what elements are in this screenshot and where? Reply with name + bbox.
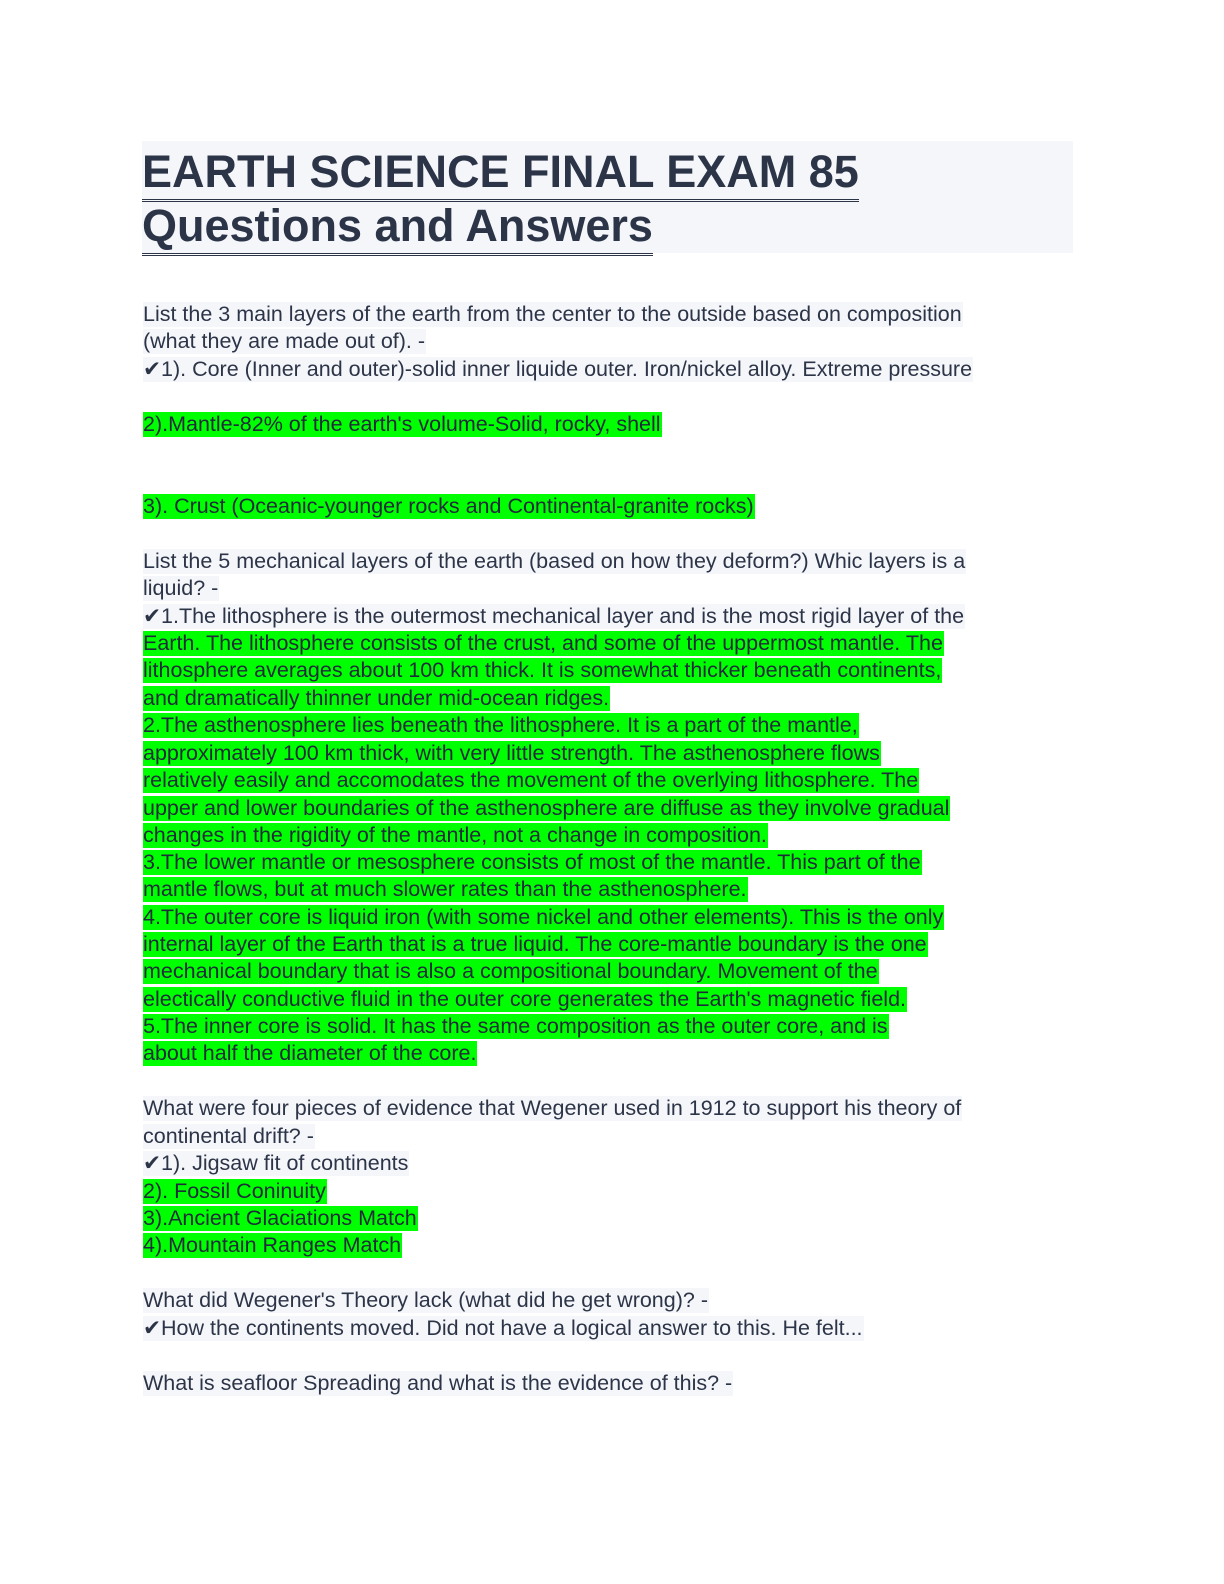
title-line-2: Questions and Answers — [142, 199, 653, 256]
answer-2-line-8: upper and lower boundaries of the asthenosphere are diffuse as they involve gradual — [143, 796, 950, 820]
answer-2-line-16: 5.The inner core is solid. It has the same composition as the outer core, and is — [143, 1014, 888, 1038]
answer-2-line-15: electically conductive fluid in the outer core generates the Earth's magnetic field. — [143, 987, 906, 1011]
document-title — [142, 141, 1073, 253]
answer-2-line-2: Earth. The lithosphere consists of the crust, and some of the uppermost mantle. The — [143, 631, 943, 655]
answer-2-line-7: relatively easily and accomodates the movement of the overlying lithosphere. The — [143, 768, 919, 792]
question-1-line-2: (what they are made out of). - — [143, 329, 426, 353]
answer-3-line-3: 3).Ancient Glaciations Match — [143, 1206, 417, 1230]
answer-2-line-9: changes in the rigidity of the mantle, not a change in composition. — [143, 823, 767, 847]
answer-2-line-14: mechanical boundary that is also a compositional boundary. Movement of the — [143, 959, 878, 983]
answer-1-line-3: 3). Crust (Oceanic-younger rocks and Continental-granite rocks) — [143, 494, 754, 518]
answer-2-line-3: lithosphere averages about 100 km thick. It is somewhat thicker beneath continents, — [143, 658, 942, 682]
answer-2-line-17: about half the diameter of the core. — [143, 1041, 477, 1065]
answer-2-line-10: 3.The lower mantle or mesosphere consists of most of the mantle. This part of the — [143, 850, 921, 874]
answer-1-line-1: ✔1). Core (Inner and outer)-solid inner liquide outer. Iron/nickel alloy. Extreme pressure — [143, 357, 973, 381]
answer-2-line-1: ✔1.The lithosphere is the outermost mechanical layer and is the most rigid layer of the — [143, 604, 965, 628]
answer-2-line-5: 2.The asthenosphere lies beneath the lithosphere. It is a part of the mantle, — [143, 713, 858, 737]
question-3-line-2: continental drift? - — [143, 1124, 314, 1148]
answer-2-line-13: internal layer of the Earth that is a true liquid. The core-mantle boundary is the one — [143, 932, 927, 956]
answer-3-line-1: ✔1). Jigsaw fit of continents — [143, 1151, 409, 1175]
answer-3-line-2: 2). Fossil Coninuity — [143, 1179, 326, 1203]
question-2-line-2: liquid? - — [143, 576, 219, 600]
answer-2-line-12: 4.The outer core is liquid iron (with some nickel and other elements). This is the only — [143, 905, 944, 929]
question-5-line-1: What is seafloor Spreading and what is the evidence of this? - — [143, 1371, 733, 1395]
answer-2-line-6: approximately 100 km thick, with very little strength. The asthenosphere flows — [143, 741, 880, 765]
question-1-line-1: List the 3 main layers of the earth from the center to the outside based on composition — [143, 302, 962, 326]
title-line-1: EARTH SCIENCE FINAL EXAM 85 — [142, 145, 859, 202]
answer-2-line-11: mantle flows, but at much slower rates than the asthenosphere. — [143, 877, 747, 901]
question-4-line-1: What did Wegener's Theory lack (what did he get wrong)? - — [143, 1288, 708, 1312]
question-2-line-1: List the 5 mechanical layers of the earth (based on how they deform?) Whic layers is a — [143, 549, 966, 573]
answer-3-line-4: 4).Mountain Ranges Match — [143, 1233, 402, 1257]
answer-4-line-1: ✔How the continents moved. Did not have a logical answer to this. He felt... — [143, 1316, 863, 1340]
question-3-line-1: What were four pieces of evidence that Wegener used in 1912 to support his theory of — [143, 1096, 962, 1120]
answer-2-line-4: and dramatically thinner under mid-ocean ridges. — [143, 686, 610, 710]
answer-1-line-2: 2).Mantle-82% of the earth's volume-Solid, rocky, shell — [143, 412, 661, 436]
